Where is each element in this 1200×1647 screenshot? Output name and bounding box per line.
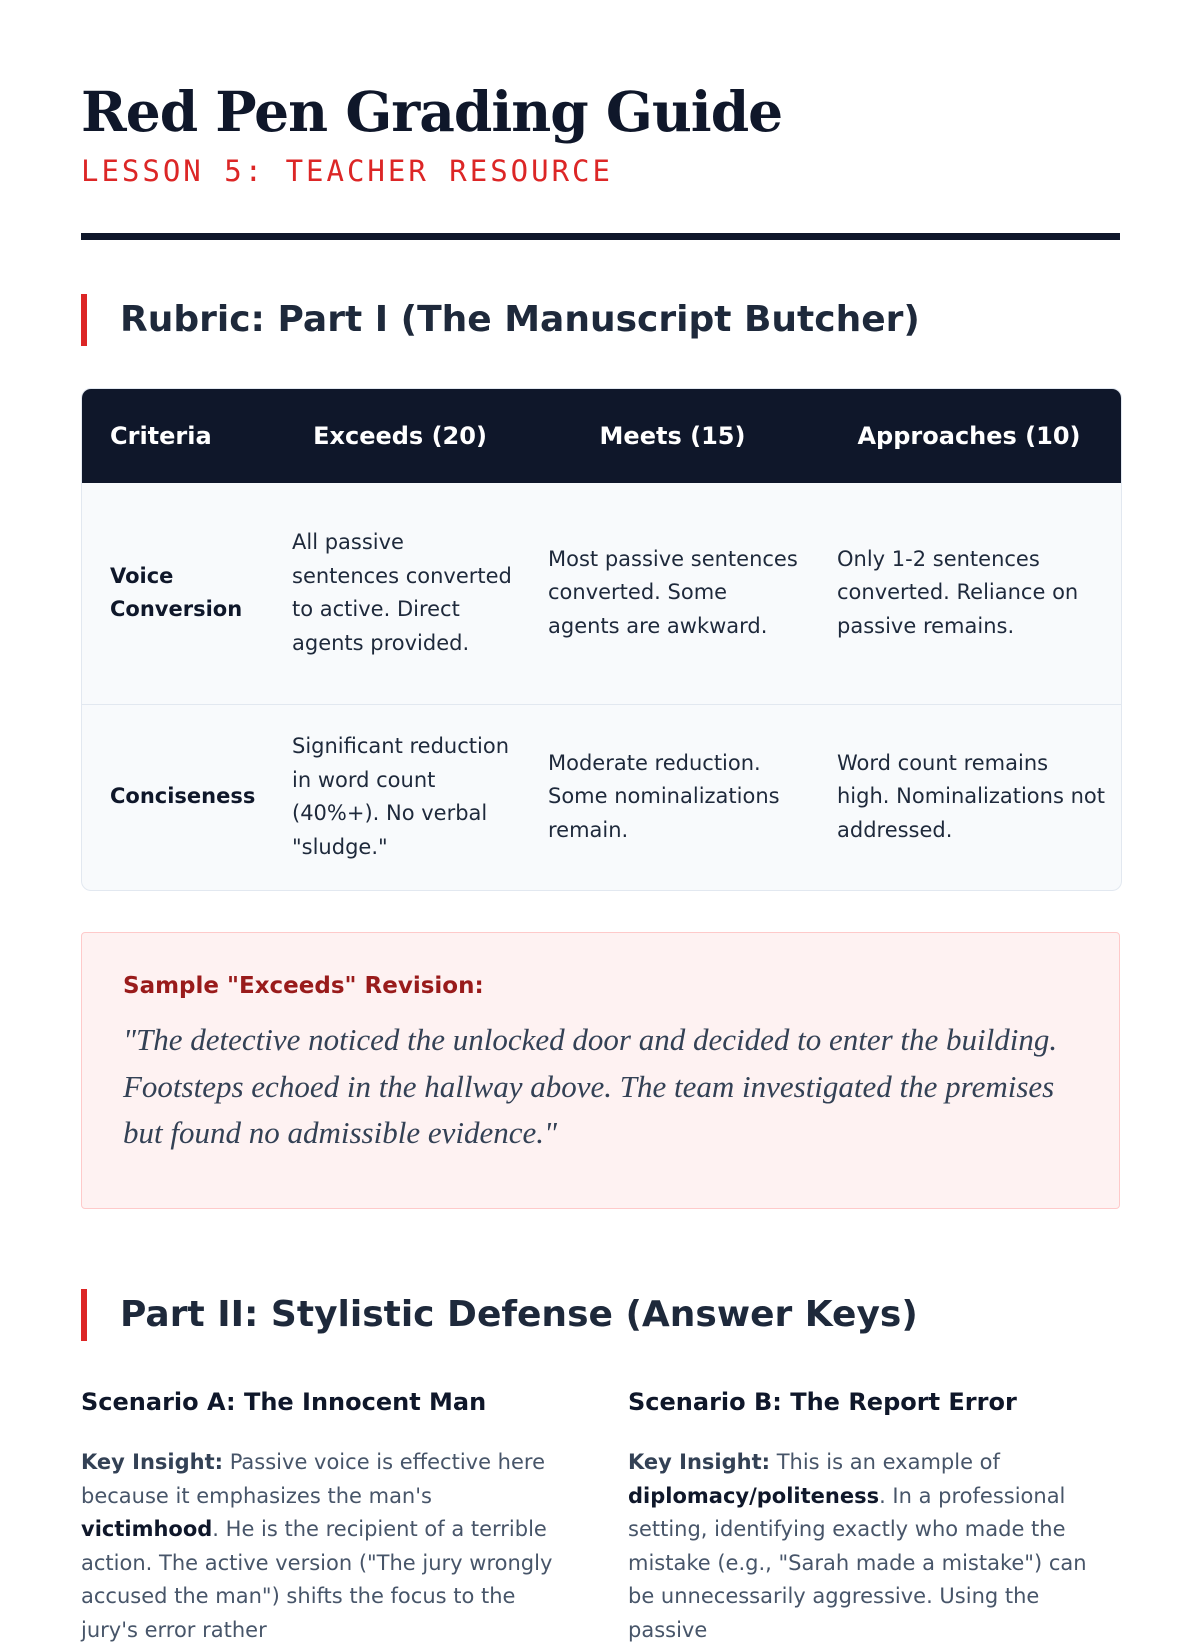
- criterion-cell: Voice Conversion: [110, 563, 243, 622]
- scenario-b-emphasis: diplomacy/politeness: [628, 1483, 880, 1508]
- scenario-b-text-2: . In a professional setting, identifying exactly who made the mistake (e.g., "Sarah made a mistake") can be unnecessarily aggressive. Using the passive: [628, 1483, 1087, 1642]
- column-header-criteria: Criteria: [110, 422, 212, 450]
- document-title: Red Pen Grading Guide: [81, 79, 783, 144]
- approaches-cell: Only 1-2 sentences converted. Reliance on passive remains.: [837, 546, 1079, 639]
- sample-revision-label: Sample "Exceeds" Revision:: [123, 973, 484, 999]
- criterion-cell: Conciseness: [82, 704, 272, 890]
- part2-section-heading: Part II: Stylistic Defense (Answer Keys): [81, 1289, 918, 1341]
- scenario-a-emphasis: victimhood: [81, 1517, 213, 1541]
- rubric-section-heading: Rubric: Part I (The Manuscript Butcher): [81, 294, 920, 346]
- exceeds-cell: Significant reduction in word count (40%+). No verbal "sludge.": [272, 704, 528, 890]
- document-subtitle: LESSON 5: TEACHER RESOURCE: [81, 154, 613, 188]
- rubric-table: [81, 388, 1122, 891]
- key-insight-label: Key Insight:: [81, 1450, 224, 1474]
- key-insight-label: Key Insight:: [628, 1450, 771, 1474]
- column-header-approaches: Approaches (10): [857, 422, 1081, 450]
- table-row: [82, 483, 1121, 704]
- scenario-a-text-2: . He is the recipient of a terrible action. The active version ("The jury wrongly accused the man") shifts the focus to the jury's error rather: [81, 1517, 553, 1642]
- sample-revision-callout: [81, 932, 1120, 1209]
- table-row: [82, 704, 1121, 890]
- scenario-b-body: [628, 1446, 1118, 1647]
- meets-cell: Moderate reduction. Some nominalizations remain.: [528, 704, 817, 890]
- header-divider: [81, 233, 1120, 240]
- meets-cell: Most passive sentences converted. Some agents are awkward.: [548, 546, 798, 639]
- scenario-a: [81, 1385, 571, 1647]
- exceeds-cell: All passive sentences converted to active. Direct agents provided.: [292, 530, 512, 655]
- rubric-header-row: [82, 389, 1121, 483]
- scenario-a-body: [81, 1446, 571, 1647]
- column-header-meets: Meets (15): [599, 422, 746, 450]
- scenario-b-text-1: This is an example of: [770, 1450, 1000, 1474]
- approaches-cell: Word count remains high. Nominalizations not addressed.: [817, 704, 1121, 890]
- scenario-a-text-1: Passive voice is effective here because it emphasizes the man's: [81, 1450, 546, 1508]
- scenario-b: [628, 1385, 1118, 1647]
- scenario-b-title: Scenario B: The Report Error: [628, 1388, 1017, 1416]
- sample-revision-text: "The detective noticed the unlocked door and decided to enter the building. Footsteps echoed in the hallway above. The team investigated the premises but found no admissible evidence.": [123, 1022, 1058, 1150]
- column-header-exceeds: Exceeds (20): [313, 422, 487, 450]
- scenario-a-title: Scenario A: The Innocent Man: [81, 1388, 487, 1416]
